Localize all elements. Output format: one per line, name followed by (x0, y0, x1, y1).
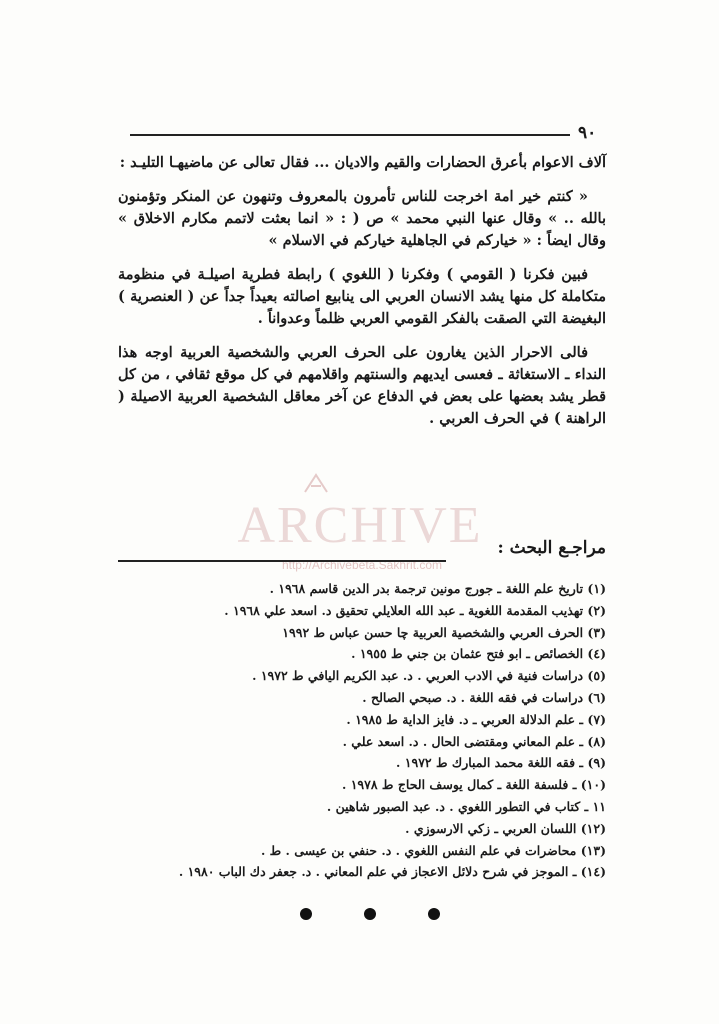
reference-item: (٥) دراسات فنية في الادب العربي . د. عبد الكريم اليافي ط ١٩٧٢ . (252, 668, 606, 684)
reference-item: (٦) دراسات في فقه اللغة . د. صبحي الصالح . (362, 689, 606, 705)
reference-item: (٩) ـ فقه اللغة محمد المبارك ط ١٩٧٢ . (396, 755, 606, 771)
reference-item: (٢) تهذيب المقدمة اللغوية ـ عبد الله العلايلي تحقيق د. اسعد علي ١٩٦٨ . (224, 602, 606, 618)
paragraph: فالى الاحرار الذين يغارون على الحرف العربي والشخصية العربية اوجه هذا النداء ـ الاستغاثة ـ فعسى ايديهم والسنتهم واقلامهم في كل موقع ثقافي ، من كل قطر يشد بعضها على بعض في الدفاع عن آخر معاقل الشخصية العربية الاصيلة ( الراهنة ) في الحرف العربي . (118, 344, 606, 427)
reference-item: (١٢) اللسان العربي ـ زكي الارسوزي . (405, 820, 606, 836)
paragraph: « كنتم خير امة اخرجت للناس تأمرون بالمعروف وتنهون عن المنكر وتؤمنون بالله .. » وقال عنها النبي محمد » ص ( : « انما بعثت لاتمم مكارم الاخلاق » وقال ايضاً : « خياركم في الجاهلية خياركم في الاسلام » (118, 188, 606, 249)
end-ornament (300, 908, 440, 922)
references-list (118, 578, 606, 883)
watermark-url[interactable]: http://Archivebeta.Sakhrit.com (281, 558, 443, 572)
archive-logo-icon (303, 472, 329, 494)
paragraph: آلاف الاعوام بأعرق الحضارات والقيم والاديان ... فقال تعالى عن ماضيهـا التليـد : (119, 154, 606, 171)
references-heading: مراجـع البحث : (497, 538, 606, 558)
reference-item: ١١ ـ كتاب في التطور اللغوي . د. عبد الصبور شاهين . (326, 798, 606, 814)
reference-item: (١٤) ـ الموجز في شرح دلائل الاعجاز في علم المعاني . د. جعفر دك الباب ١٩٨٠ . (178, 864, 606, 880)
reference-item: (٨) ـ علم المعاني ومقتضى الحال . د. اسعد علي . (342, 733, 606, 749)
references-header (118, 538, 606, 568)
watermark-text: ARCHIVE (237, 497, 483, 554)
ornament-dot (364, 908, 376, 920)
references-rule (118, 560, 446, 562)
reference-item: (١٠) ـ فلسفة اللغة ـ كمال يوسف الحاج ط ١٩٧٨ . (342, 777, 606, 793)
reference-item: (٧) ـ علم الدلالة العربي ـ د. فايز الداية ط ١٩٨٥ . (346, 711, 606, 727)
reference-item: (٣) الحرف العربي والشخصية العربية چا حسن عباس ط ١٩٩٢ (282, 624, 606, 640)
ornament-dot (428, 908, 440, 920)
header-rule (130, 134, 570, 136)
reference-item: (١) تاريخ علم اللغة ـ جورج مونين ترجمة بدر الدين قاسم ١٩٦٨ . (269, 581, 606, 596)
reference-item: (٤) الخصائص ـ ابو فتح عثمان بن جني ط ١٩٥٥ . (351, 646, 606, 662)
reference-item: (١٣) محاضرات في علم النفس اللغوي . د. حنفي بن عيسى . ط . (260, 842, 606, 858)
paragraph: فبين فكرنا ( القومي ) وفكرنا ( اللغوي ) رابطة فطرية اصيلـة في منظومة متكاملة كل منها يشد الانسان العربي الى ينابيع اصالته بعيداً جداً عن ( العنصرية ) البغيضة التي الصقت بالفكر القومي العربي ظلماً وعدواناً . (118, 266, 606, 327)
body-text (118, 152, 606, 442)
page-number: ٩٠ (578, 123, 597, 143)
ornament-dot (300, 908, 312, 920)
